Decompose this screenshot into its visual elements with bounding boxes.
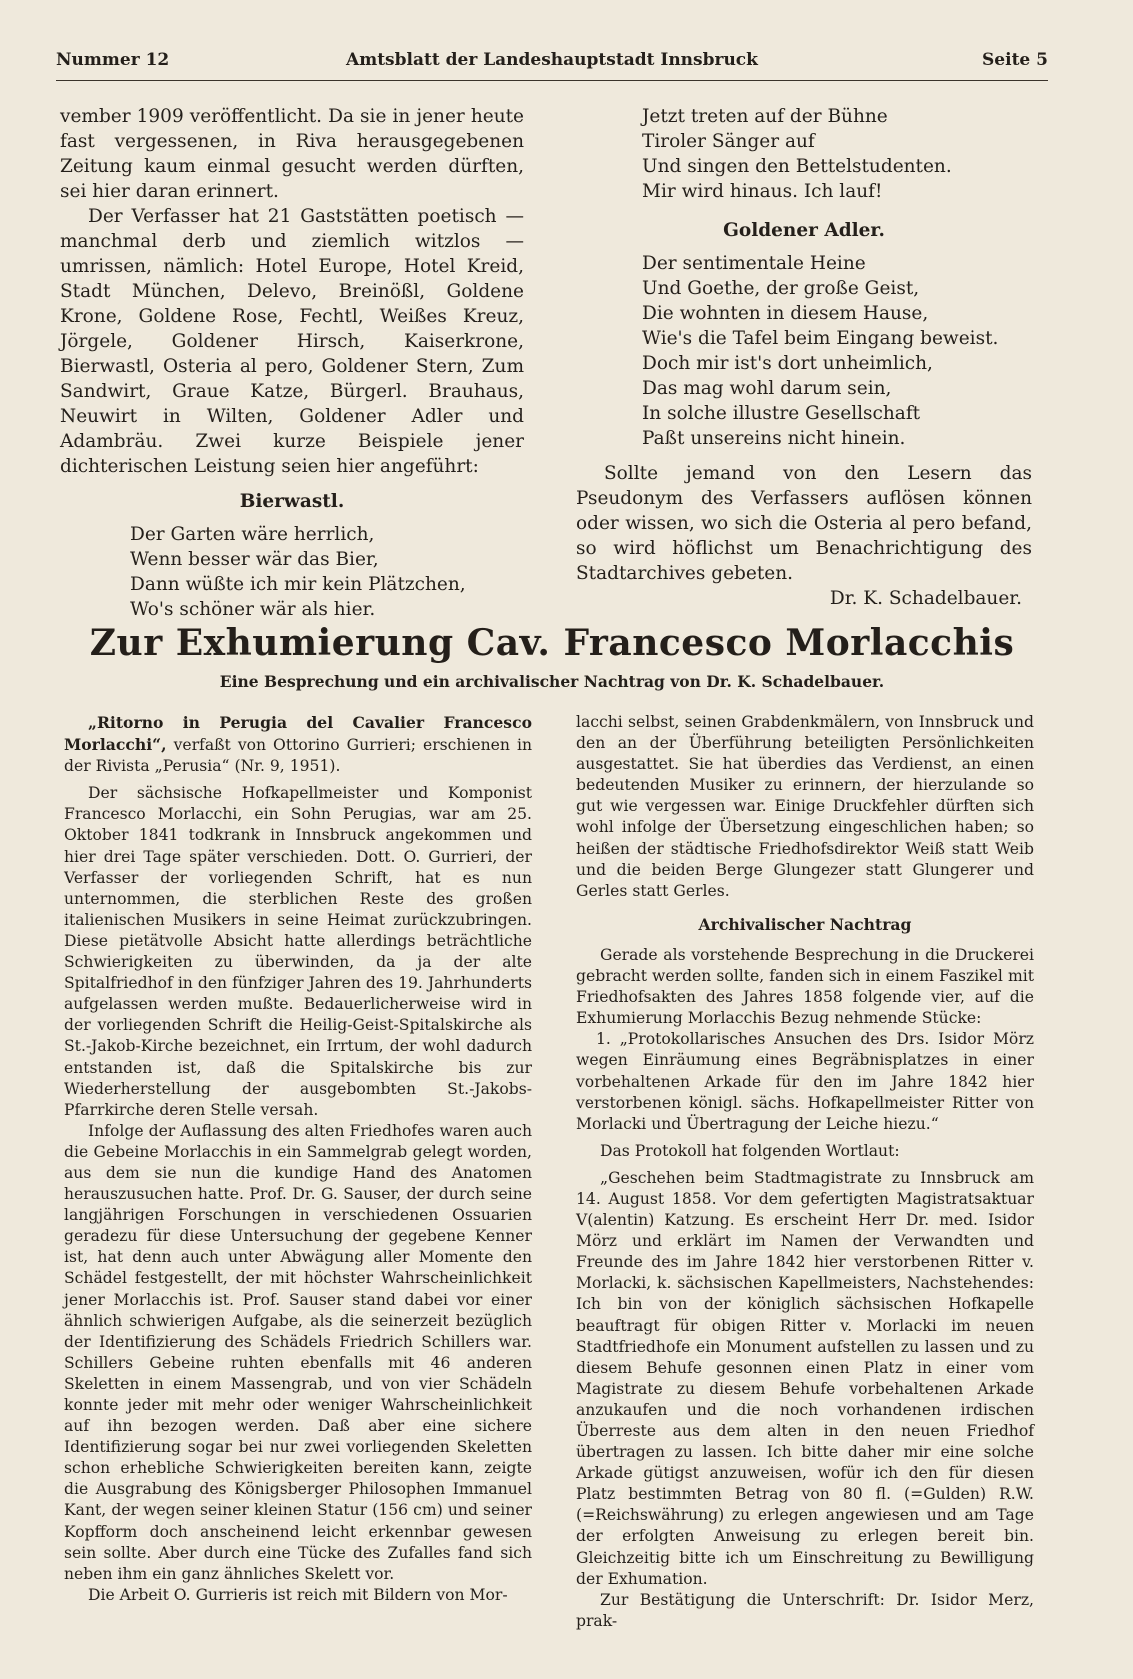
page-number: Seite 5: [982, 50, 1048, 70]
article-title: Zur Exhumierung Cav. Francesco Morlacchis: [89, 622, 1015, 664]
paragraph: Gerade als vorstehende Besprechung in die Druckerei gebracht werden sollte, fanden sich in einem Faszikel mit Friedhofsakten des Jahres 1858 folgende vier, auf die Exhumierung Morlacchis Bezug nehmende Stücke:: [576, 945, 1034, 1028]
lower-right-column: [576, 712, 1034, 1632]
source-citation: [64, 712, 532, 777]
page-header: [56, 50, 1048, 76]
poem-line: Der Garten wäre herrlich,: [130, 524, 375, 545]
paragraph: Der Verfasser hat 21 Gaststätten poetisch — manchmal derb und ziemlich witzlos — umrissen, nämlich: Hotel Europe, Hotel Kreid, Stadt München, Delevo, Breinößl, Goldene Krone, Goldene Rose, Fechtl, Weißes Kreuz, Jörgele, Goldener Hirsch, Kaiserkrone, Bierwastl, Osteria al pero, Goldener Stern, Zum Sandwirt, Graue Katze, Bürgerl. Brauhaus, Neuwirt in Wilten, Goldener Adler und Adambräu. Zwei kurze Beispiele jener dichterischen Leistung seien hier angeführt:: [60, 206, 524, 477]
source-details: verfaßt von Ottorino Gurrieri; erschienen in der Rivista „Perusia“ (Nr. 9, 1951).: [64, 736, 532, 776]
section-heading: Bierwastl.: [239, 491, 345, 512]
lower-left-column: [64, 712, 532, 1606]
paragraph: Das Protokoll hat folgenden Wortlaut:: [600, 1141, 900, 1160]
poem-line: In solche illustre Gesellschaft: [642, 403, 921, 424]
paragraph: 1. „Protokollarisches Ansuchen des Drs. Isidor Mörz wegen Einräumung eines Begräbnisplatzes in einer vorbehaltenen Arkade für den im Jahre 1842 hier verstorbenen königl. sächs. Hofkapellmeister Ritter von Morlacki und Übertragung der Leiche hiezu.“: [576, 1030, 1034, 1133]
paragraph: vember 1909 veröffentlicht. Da sie in jener heute fast vergessenen, in Riva herausgegebenen Zeitung kaum einmal gesucht werden dürften, sei hier daran erinnert.: [60, 106, 524, 202]
header-rule: [56, 80, 1048, 81]
article-subtitle: Eine Besprechung und ein archivalischer Nachtrag von Dr. K. Schadelbauer.: [219, 672, 885, 691]
signature: Dr. K. Schadelbauer.: [829, 588, 1022, 609]
poem-line: Und Goethe, der große Geist,: [642, 278, 920, 299]
upper-left-column: [60, 104, 524, 622]
paragraph: Zur Bestätigung die Unterschrift: Dr. Isidor Merz, prak-: [576, 1590, 1034, 1630]
poem-line: Doch mir ist's dort unheimlich,: [642, 353, 933, 374]
poem-line: Tiroler Sänger auf: [642, 131, 815, 152]
poem-line: Die wohnten in diesem Hause,: [642, 303, 929, 324]
issue-number: Nummer 12: [56, 50, 170, 70]
poem-line: Wie's die Tafel beim Eingang beweist.: [642, 328, 999, 349]
source-title: „Ritorno in Perugia del Cavalier Francesco Morlacchi“,: [64, 713, 532, 755]
poem-line: Und singen den Bettelstudenten.: [642, 156, 952, 177]
paragraph: Die Arbeit O. Gurrieris ist reich mit Bildern von Mor-: [88, 1585, 508, 1604]
poem-line: Mir wird hinaus. Ich lauf!: [642, 181, 883, 202]
poem-line: Jetzt treten auf der Bühne: [642, 106, 888, 127]
paragraph: Infolge der Auflassung des alten Friedhofes waren auch die Gebeine Morlacchis in ein Sammelgrab gelegt worden, aus dem sie nun die kundige Hand des Anatomen herauszusuchen hatte. Prof. Dr. G. Sauser, der durch seine langjährigen Forschungen in verschiedenen Ossuarien geradezu für diese Untersuchung der gegebene Kenner ist, hat denn auch unter Abwägung aller Momente den Schädel festgestellt, der mit höchster Wahrscheinlichkeit jener Morlacchis ist. Prof. Sauser stand dabei vor einer ähnlich schwierigen Aufgabe, als die seinerzeit bezüglich der Identifizierung des Schädels Friedrich Schillers war. Schillers Gebeine ruhten ebenfalls mit 46 anderen Skeletten in einem Massengrab, und von vier Schädeln konnte jeder mit mehr oder weniger Wahrscheinlichkeit auf ihn bezogen werden. Daß aber eine sichere Identifizierung sogar bei nur zwei vorliegenden Skeletten schon erhebliche Schwierigkeiten bereiten kann, zeigte die Ausgrabung des Königsberger Philosophen Immanuel Kant, der wegen seiner kleinen Statur (156 cm) und seiner Kopfform doch anscheinend leicht erkennbar gewesen sein sollte. Aber durch eine Tücke des Zufalles fand sich neben ihm ein ganz ähnliches Skelett vor.: [64, 1121, 532, 1583]
paragraph: lacchi selbst, seinen Grabdenkmälern, von Innsbruck und den an der Überführung beteiligten Persönlichkeiten ausgestattet. Sie hat überdies das Verdienst, an einen bedeutenden Musiker zu erinnern, der hierzulande so gut wie vergessen war. Einige Druckfehler dürften sich wohl infolge der Übersetzung eingeschlichen haben; so heißen der städtische Friedhofsdirektor Weiß statt Weib und die beiden Berge Glungezer statt Glungerer und Gerles statt Gerles.: [576, 713, 1034, 900]
paragraph: Sollte jemand von den Lesern das Pseudonym des Verfassers auflösen können oder wissen, wo sich die Osteria al pero befand, so wird höflichst um Benachrichtigung des Stadtarchives gebeten.: [576, 463, 1032, 584]
section-heading: Goldener Adler.: [723, 220, 885, 241]
poem: [642, 251, 1032, 451]
poem-line: Der sentimentale Heine: [642, 253, 866, 274]
poem-line: Wenn besser wär das Bier,: [130, 549, 379, 570]
publication-title: Amtsblatt der Landeshauptstadt Innsbruck: [346, 50, 758, 70]
poem-line: Wo's schöner wär als hier.: [130, 599, 376, 620]
poem: [130, 522, 524, 622]
paragraph: Der sächsische Hofkapellmeister und Komponist Francesco Morlacchi, ein Sohn Perugias, war am 25. Oktober 1841 todkrank in Innsbruck angekommen und hier drei Tage später verschieden. Dott. O. Gurrieri, der Verfasser der vorliegenden Schrift, hat es nun unternommen, die sterblichen Reste des großen italienischen Musikers in seine Heimat zurückzubringen. Diese pietätvolle Absicht hatte allerdings beträchtliche Schwierigkeiten zu überwinden, da ja der alte Spitalfriedhof in den fünfziger Jahren des 19. Jahrhunderts aufgelassen werden mußte. Bedauerlicherweise wird in der vorliegenden Schrift die Heilig-Geist-Spitalskirche als St.-Jakob-Kirche bezeichnet, ein Irrtum, der wohl dadurch entstanden ist, daß die Spitalskirche bis zur Wiederherstellung der ausgebombten St.-Jakobs-Pfarrkirche deren Stelle versah.: [64, 784, 532, 1119]
poem-line: Paßt unsereins nicht hinein.: [642, 428, 906, 449]
poem-continued: [642, 104, 1032, 204]
upper-right-column: [576, 104, 1032, 611]
section-heading: Archivalischer Nachtrag: [698, 914, 912, 934]
paragraph: „Geschehen beim Stadtmagistrate zu Innsbruck am 14. August 1858. Vor dem gefertigten Magistratsaktuar V(alentin) Katzung. Es erscheint Herr Dr. med. Isidor Mörz und erklärt im Namen der Verwandten und Freunde des im Jahre 1842 hier verstorbenen Ritter v. Morlacki, k. sächsischen Kapellmeisters, Nachstehendes: Ich bin von der königlich sächsischen Hofkapelle beauftragt für obigen Ritter v. Morlacki im neuen Stadtfriedhofe ein Monument aufstellen zu lassen und zu diesem Behufe gesonnen einen Platz in einer vom Magistrate zu diesem Behufe vorbehaltenen Arkade anzukaufen und die noch vorhandenen irdischen Überreste aus dem alten in den neuen Friedhof übertragen zu lassen. Ich bitte daher mir eine solche Arkade gütigst anzuweisen, wofür ich den für diesen Platz bestimmten Betrag von 80 fl. (=Gulden) R.W. (=Reichswährung) zu erlegen angewiesen und am Tage der erfolgten Anweisung zu erlegen bereit bin. Gleichzeitig bitte ich um Einschreitung zu Bewilligung der Exhumation.: [576, 1168, 1034, 1588]
poem-line: Dann wüßte ich mir kein Plätzchen,: [130, 574, 466, 595]
poem-line: Das mag wohl darum sein,: [642, 378, 892, 399]
